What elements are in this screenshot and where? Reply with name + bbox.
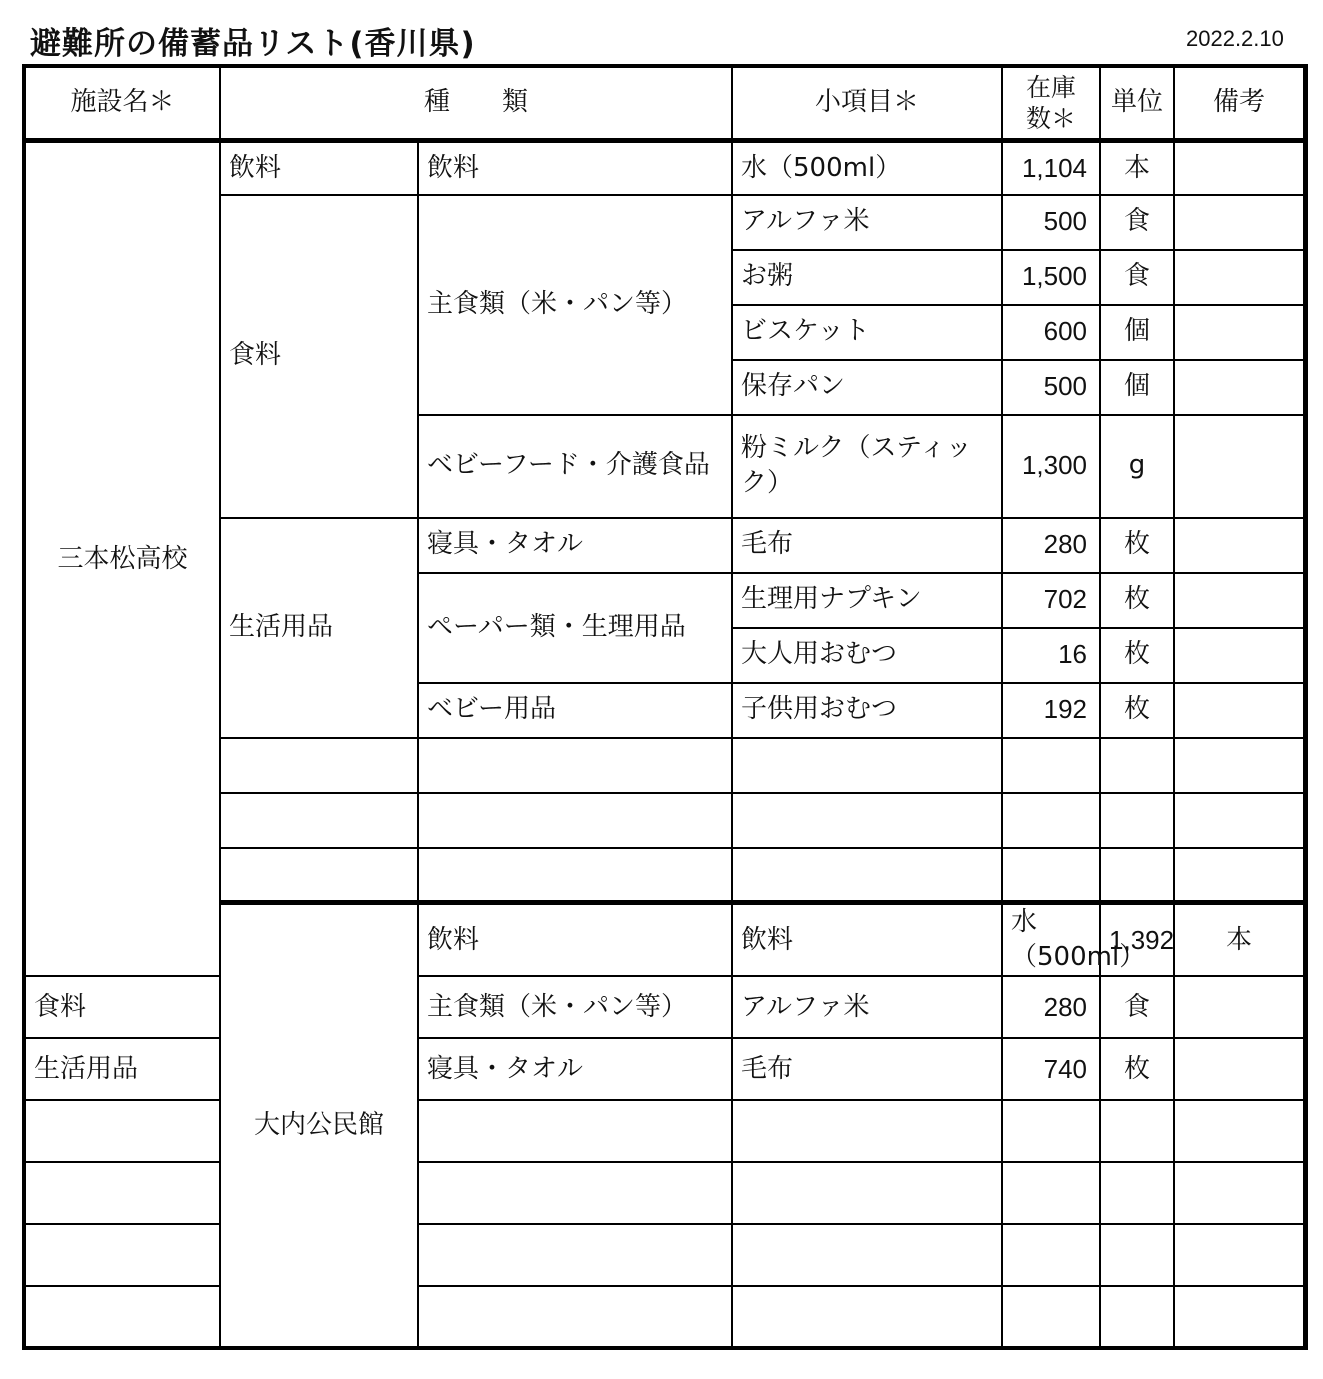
item-cell: ビスケット: [732, 305, 1002, 360]
category-cell: 食料: [24, 976, 220, 1038]
notes-cell: [1174, 415, 1304, 518]
unit-cell: 個: [1100, 360, 1174, 415]
date-label: 2022.2.10: [1186, 26, 1284, 51]
notes-cell: [1174, 976, 1304, 1038]
stock-cell: 1,300: [1002, 415, 1100, 518]
item-cell: 粉ミルク（スティック）: [732, 415, 1002, 518]
notes-cell: [1174, 141, 1304, 195]
category-cell: 食料: [220, 195, 418, 518]
unit-cell: 本: [1100, 141, 1174, 195]
table-row: [24, 1038, 1306, 1100]
unit-cell: 枚: [1100, 683, 1174, 738]
unit-cell: 枚: [1100, 518, 1174, 573]
stock-cell: 500: [1002, 195, 1100, 250]
notes-cell: [1174, 195, 1304, 250]
unit-cell: 食: [1100, 976, 1174, 1038]
notes-cell: [1174, 1038, 1304, 1100]
notes-cell: [1174, 518, 1304, 573]
stock-cell: 740: [1002, 1038, 1100, 1100]
stock-cell: 280: [1002, 518, 1100, 573]
empty-row: [24, 1286, 1306, 1348]
stock-cell: 1,500: [1002, 250, 1100, 305]
kind-cell: 主食類（米・パン等）: [418, 195, 732, 415]
notes-cell: [1174, 573, 1304, 628]
header-facility: 施設名＊: [24, 66, 220, 141]
kind-cell: 主食類（米・パン等）: [418, 976, 732, 1038]
unit-cell: 本: [1174, 903, 1304, 977]
unit-cell: 個: [1100, 305, 1174, 360]
stock-cell: 192: [1002, 683, 1100, 738]
stock-cell: 1,392: [1100, 903, 1174, 977]
header-item: 小項目＊: [732, 66, 1002, 141]
item-cell: 子供用おむつ: [732, 683, 1002, 738]
stock-cell: 600: [1002, 305, 1100, 360]
item-cell: 大人用おむつ: [732, 628, 1002, 683]
empty-row: [24, 1162, 1306, 1224]
kind-cell: ペーパー類・生理用品: [418, 573, 732, 683]
stockpile-table: [22, 64, 1308, 1350]
kind-cell: 寝具・タオル: [418, 1038, 732, 1100]
stock-cell: 16: [1002, 628, 1100, 683]
notes-cell: [1174, 250, 1304, 305]
kind-cell: 寝具・タオル: [418, 518, 732, 573]
header-row: [24, 66, 1306, 141]
unit-cell: g: [1100, 415, 1174, 518]
stock-cell: 702: [1002, 573, 1100, 628]
table-row: [24, 141, 1306, 195]
category-cell: 飲料: [418, 903, 732, 977]
item-cell: 水（500ml）: [732, 141, 1002, 195]
notes-cell: [1174, 683, 1304, 738]
item-cell: お粥: [732, 250, 1002, 305]
empty-row: [24, 1224, 1306, 1286]
item-cell: 生理用ナプキン: [732, 573, 1002, 628]
kind-cell: ベビーフード・介護食品: [418, 415, 732, 518]
unit-cell: 枚: [1100, 1038, 1174, 1100]
facility-name-cell: 三本松高校: [24, 141, 220, 977]
category-cell: 飲料: [220, 141, 418, 195]
header-stock-line2: 数＊: [1026, 104, 1077, 133]
notes-cell: [1174, 628, 1304, 683]
item-cell: 毛布: [732, 1038, 1002, 1100]
kind-cell: ベビー用品: [418, 683, 732, 738]
stock-cell: 280: [1002, 976, 1100, 1038]
header-unit: 単位: [1100, 66, 1174, 141]
category-cell: 生活用品: [220, 518, 418, 738]
unit-cell: 枚: [1100, 628, 1174, 683]
empty-row: [24, 1100, 1306, 1162]
header-stock-line1: 在庫: [1026, 72, 1077, 102]
facility-name-cell: 大内公民館: [220, 903, 418, 1349]
table-row: [24, 976, 1306, 1038]
notes-cell: [1304, 903, 1306, 977]
kind-cell: 飲料: [732, 903, 1002, 977]
header-stock: [1002, 66, 1100, 141]
unit-cell: 食: [1100, 195, 1174, 250]
header-notes: 備考: [1174, 66, 1304, 141]
header-kind: 種 類: [220, 66, 732, 141]
unit-cell: 食: [1100, 250, 1174, 305]
stock-cell: 1,104: [1002, 141, 1100, 195]
stock-cell: 500: [1002, 360, 1100, 415]
item-cell: 毛布: [732, 518, 1002, 573]
notes-cell: [1174, 360, 1304, 415]
unit-cell: 枚: [1100, 573, 1174, 628]
item-cell: アルファ米: [732, 195, 1002, 250]
item-cell: 保存パン: [732, 360, 1002, 415]
item-cell: 水（500ml）: [1002, 903, 1100, 977]
page-title: 避難所の備蓄品リスト(香川県): [30, 26, 476, 62]
item-cell: アルファ米: [732, 976, 1002, 1038]
kind-cell: 飲料: [418, 141, 732, 195]
category-cell: 生活用品: [24, 1038, 220, 1100]
notes-cell: [1174, 305, 1304, 360]
